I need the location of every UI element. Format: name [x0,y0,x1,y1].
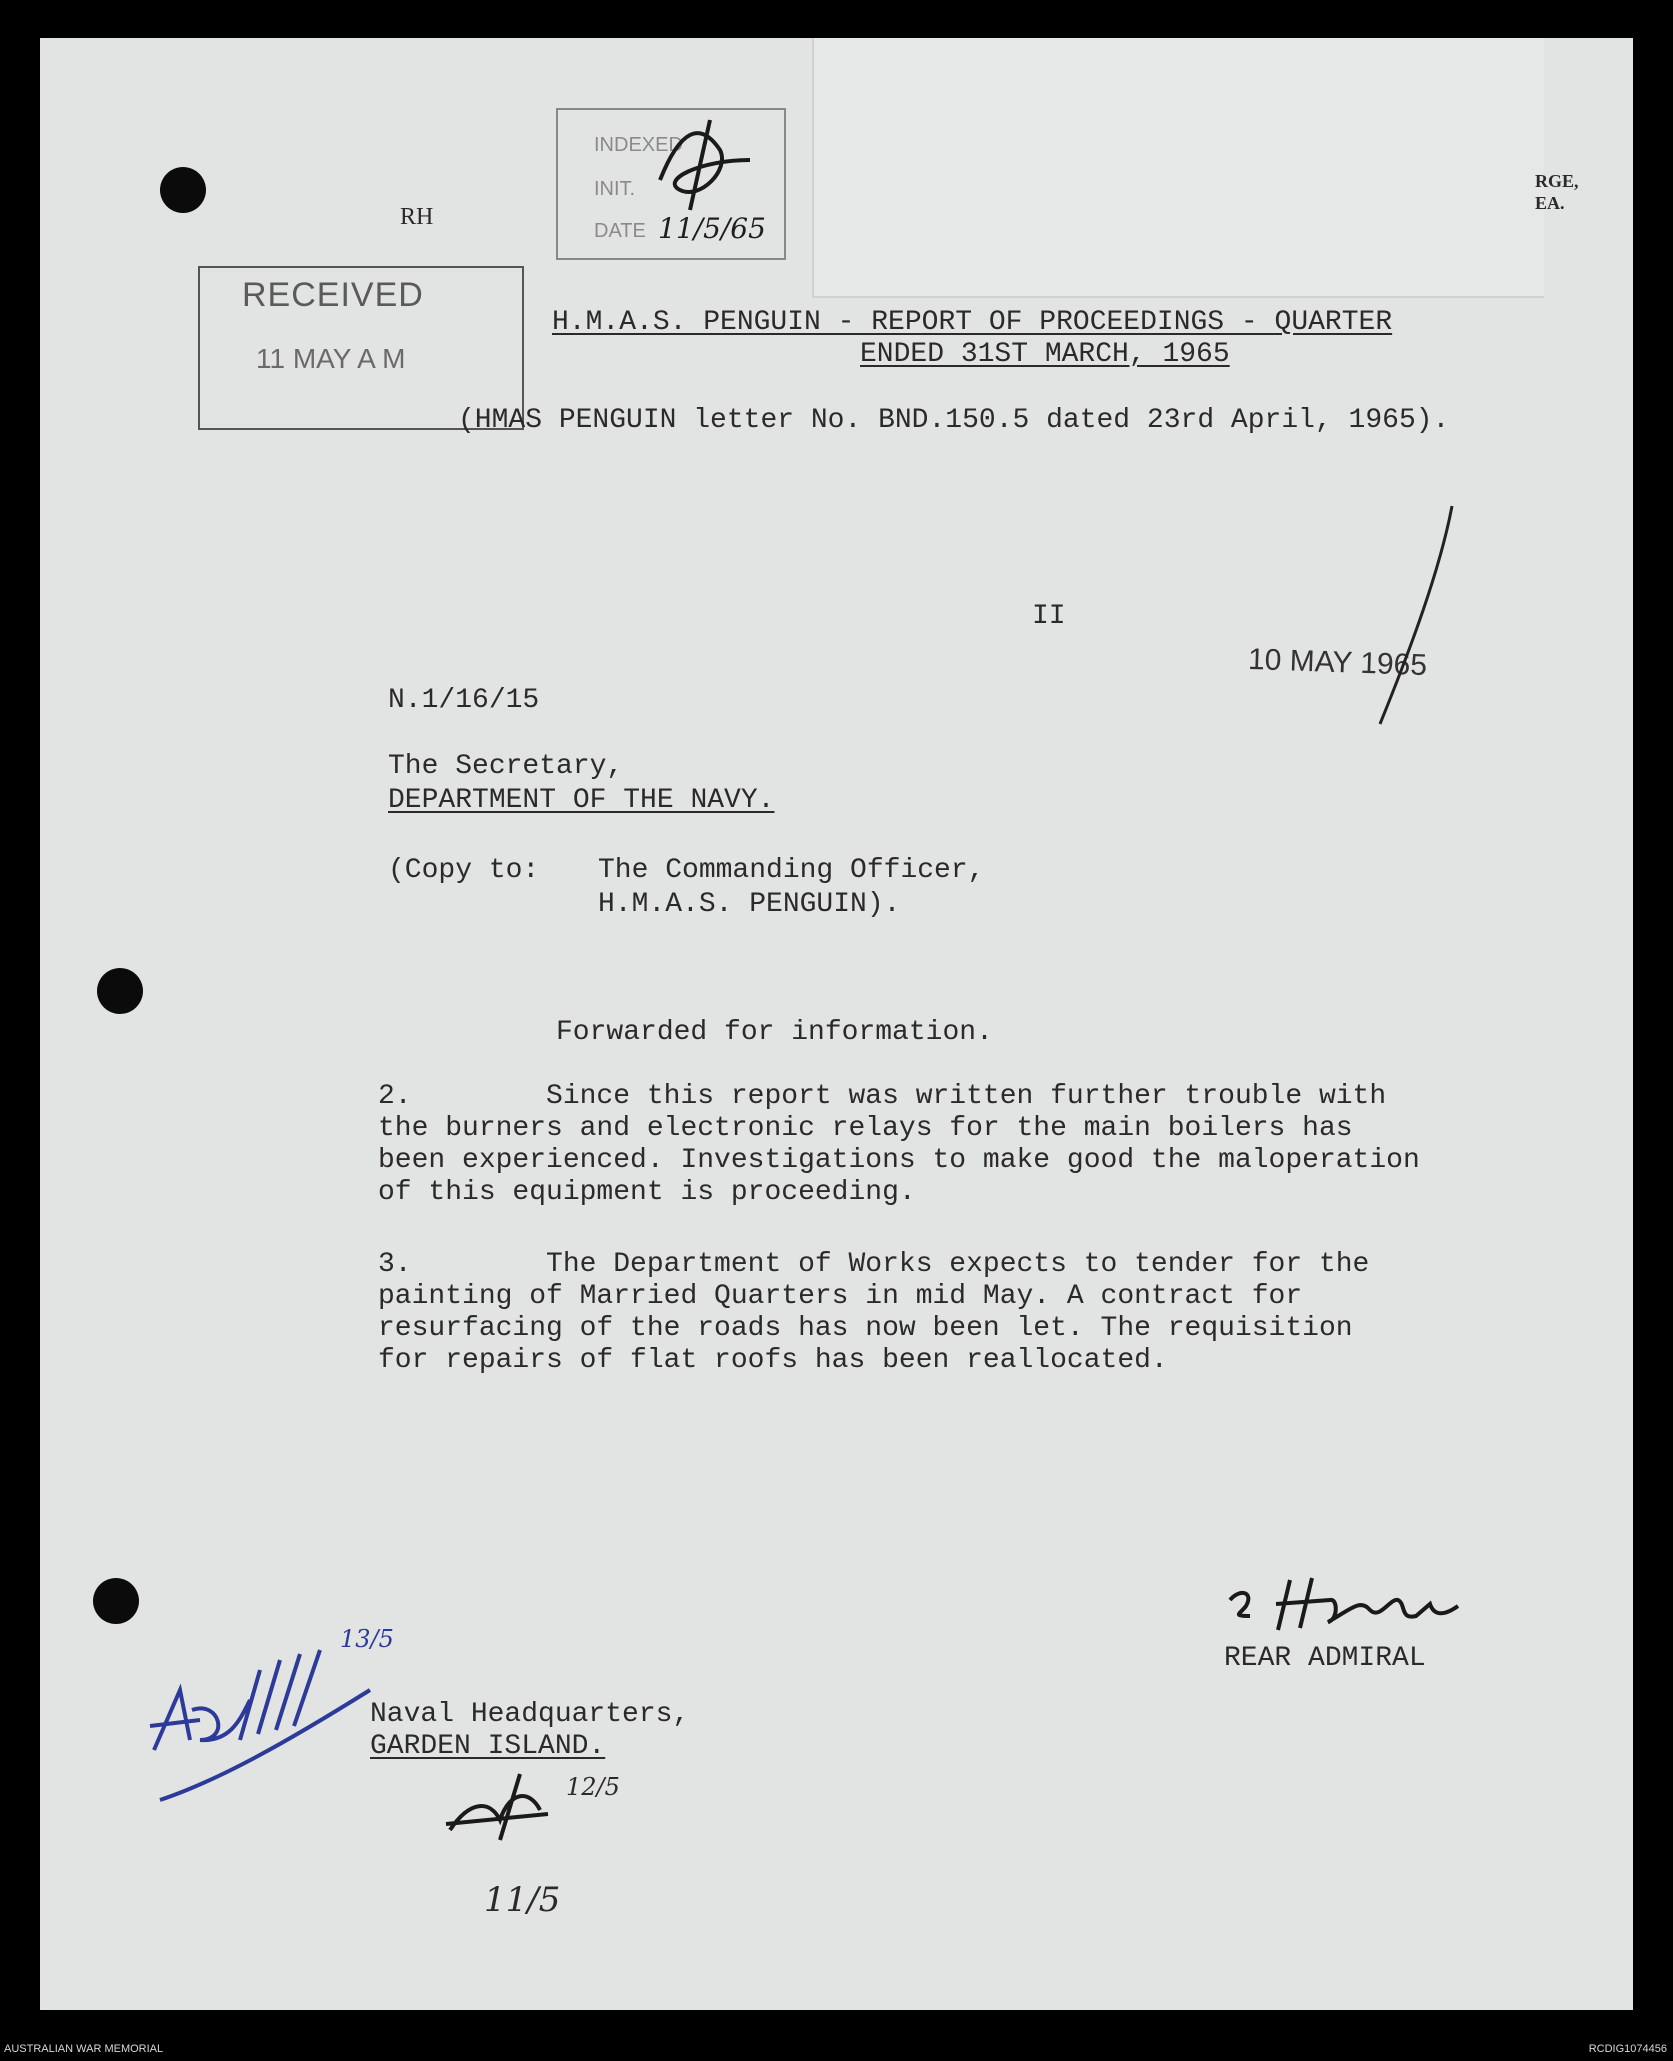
received-stamp-label: RECEIVED [242,276,424,314]
paragraph-1: Forwarded for information. [556,1017,993,1048]
subject-line-2: ENDED 31ST MARCH, 1965 [860,339,1230,370]
copy-to-label: (Copy to: [388,855,540,886]
copy-to-line-1: The Commanding Officer, [598,855,985,886]
bottom-date-2: 11/5 [484,1880,561,1920]
admiral-signature [1220,1570,1480,1650]
indexed-stamp-line3: DATE [594,220,646,242]
indexed-hand-date: 11/5/65 [658,212,766,245]
copy-to-line-2: H.M.A.S. PENGUIN). [598,889,901,920]
subject-reference: (HMAS PENGUIN letter No. BND.150.5 dated 23rd April, 1965). [458,405,1450,436]
top-right-fragment: RGE, EA. [1535,171,1579,213]
indexed-initial-signature [640,110,770,220]
paragraph-2-line-3: been experienced. Investigations to make good the maloperation [378,1145,1420,1176]
footer-left: AUSTRALIAN WAR MEMORIAL [4,2043,164,2055]
punch-hole-top [160,167,206,213]
subject-line-1: H.M.A.S. PENGUIN - REPORT OF PROCEEDINGS - QUARTER [552,307,1393,338]
signatory-title: REAR ADMIRAL [1224,1643,1426,1674]
paragraph-2-line-2: the burners and electronic relays for the main boilers has [378,1113,1353,1144]
addressee-line-1: The Secretary, [388,751,624,782]
paragraph-2-line-4: of this equipment is proceeding. [378,1177,916,1208]
page-marker: II [1032,601,1066,632]
date-stamp: 10 MAY 1965 [1247,642,1428,683]
punch-hole-bottom [93,1578,139,1624]
punch-hole-middle [97,968,143,1014]
paragraph-3-line-4: for repairs of flat roofs has been reallocated. [378,1345,1168,1376]
origin-line-2: GARDEN ISLAND. [370,1731,606,1762]
paragraph-3-line-3: resurfacing of the roads has now been let. The requisition [378,1313,1353,1344]
blue-initials-date: 13/5 [340,1625,394,1653]
received-stamp-date: 11 MAY A M [256,343,406,374]
indexed-stamp-line2: INIT. [594,178,636,200]
paragraph-3-line-2: painting of Married Quarters in mid May. A contract for [378,1281,1303,1312]
indexed-stamp-line1: INDEXED [594,134,683,156]
date-stamp-slash [1370,500,1460,730]
file-reference: N.1/16/15 [388,685,540,716]
overlapping-sheet [812,38,1544,298]
addressee-line-2: DEPARTMENT OF THE NAVY. [388,785,775,816]
origin-line-1: Naval Headquarters, [370,1699,690,1730]
blue-initials-signature [140,1630,380,1810]
footer-right: RCDIG1074456 [1588,2043,1667,2055]
bottom-date-1: 12/5 [566,1773,620,1801]
rh-mark: RH [400,204,434,230]
paragraph-3-line-1: 3. The Department of Works expects to tender for the [378,1249,1370,1280]
bottom-initials-signature [440,1770,560,1850]
paragraph-2-line-1: 2. Since this report was written further trouble with [378,1081,1387,1112]
